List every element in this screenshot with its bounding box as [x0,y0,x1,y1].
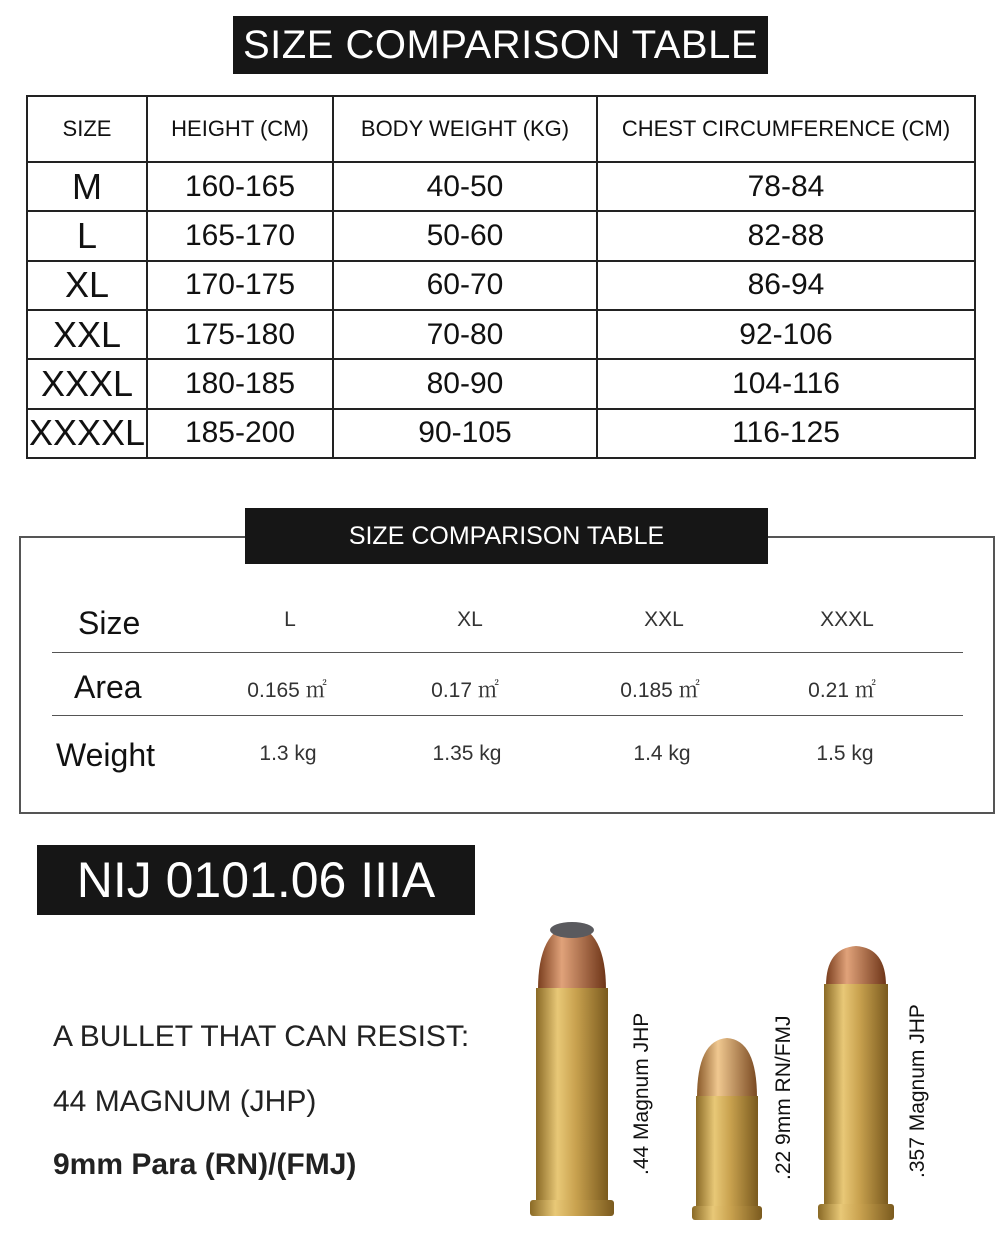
panel-area-cell: 0.21 ㎡ [808,679,876,702]
size-row-label: Size [78,604,141,641]
cell-size: XXL [27,310,147,359]
cell-chest: 92-106 [597,310,975,359]
cell-weight: 90-105 [333,409,597,458]
panel-weight-cell: 1.4 kg [633,742,691,765]
nij-rating-banner: NIJ 0101.06 IIIA [37,845,475,915]
table-row [27,409,975,458]
table-row [27,162,975,211]
size-comparison-table [26,95,976,459]
bullets-illustration [520,920,960,1230]
panel-weight-cell: 1.35 kg [432,742,502,765]
cell-height: 185-200 [147,409,333,458]
cell-height: 165-170 [147,211,333,260]
panel-area-cell: 0.185 ㎡ [620,679,700,702]
cell-height: 170-175 [147,261,333,310]
cell-height: 160-165 [147,162,333,211]
cell-height: 180-185 [147,359,333,408]
cell-weight: 50-60 [333,211,597,260]
cell-size: XXXL [27,359,147,408]
cell-size: M [27,162,147,211]
panel-title: SIZE COMPARISON TABLE [245,508,768,564]
bullet-44-magnum-icon [530,922,614,1216]
cell-weight: 80-90 [333,359,597,408]
cell-chest: 86-94 [597,261,975,310]
size-table-title: SIZE COMPARISON TABLE [233,16,768,74]
resist-item: 44 MAGNUM (JHP) [53,1085,317,1118]
table-row [27,211,975,260]
table-row [27,359,975,408]
bullet-label-9mm: .22 9mm RN/FMJ [772,1015,795,1180]
cell-chest: 116-125 [597,409,975,458]
bullet-357-magnum-icon [818,946,894,1220]
bullet-9mm-icon [692,1038,762,1220]
cell-weight: 70-80 [333,310,597,359]
table-row [27,261,975,310]
panel-weight-cell: 1.5 kg [816,742,874,765]
panel-area-cell: 0.165 ㎡ [247,679,327,702]
table-row [27,310,975,359]
panel-size-cell: L [284,608,296,631]
resist-heading: A BULLET THAT CAN RESIST: [53,1020,470,1053]
cell-chest: 78-84 [597,162,975,211]
header-height: HEIGHT (CM) [147,96,333,162]
cell-weight: 40-50 [333,162,597,211]
panel-divider [52,652,963,653]
cell-weight: 60-70 [333,261,597,310]
bullet-label-357: .357 Magnum JHP [906,1004,929,1178]
header-body-weight: BODY WEIGHT (KG) [333,96,597,162]
panel-size-cell: XXL [644,608,684,631]
cell-size: XXXXL [27,409,147,458]
panel-size-cell: XL [457,608,483,631]
cell-chest: 82-88 [597,211,975,260]
cell-chest: 104-116 [597,359,975,408]
header-size: SIZE [27,96,147,162]
area-row-label: Area [74,668,142,705]
panel-size-cell: XXXL [820,608,874,631]
cell-height: 175-180 [147,310,333,359]
panel-weight-cell: 1.3 kg [259,742,317,765]
panel-divider [52,715,963,716]
panel-area-cell: 0.17 ㎡ [431,679,499,702]
cell-size: XL [27,261,147,310]
weight-row-label: Weight [56,736,156,773]
cell-size: L [27,211,147,260]
bullet-label-44: .44 Magnum JHP [630,1012,653,1175]
resist-item: 9mm Para (RN)/(FMJ) [53,1148,357,1181]
table-header-row [27,96,975,162]
header-chest: CHEST CIRCUMFERENCE (CM) [597,96,975,162]
